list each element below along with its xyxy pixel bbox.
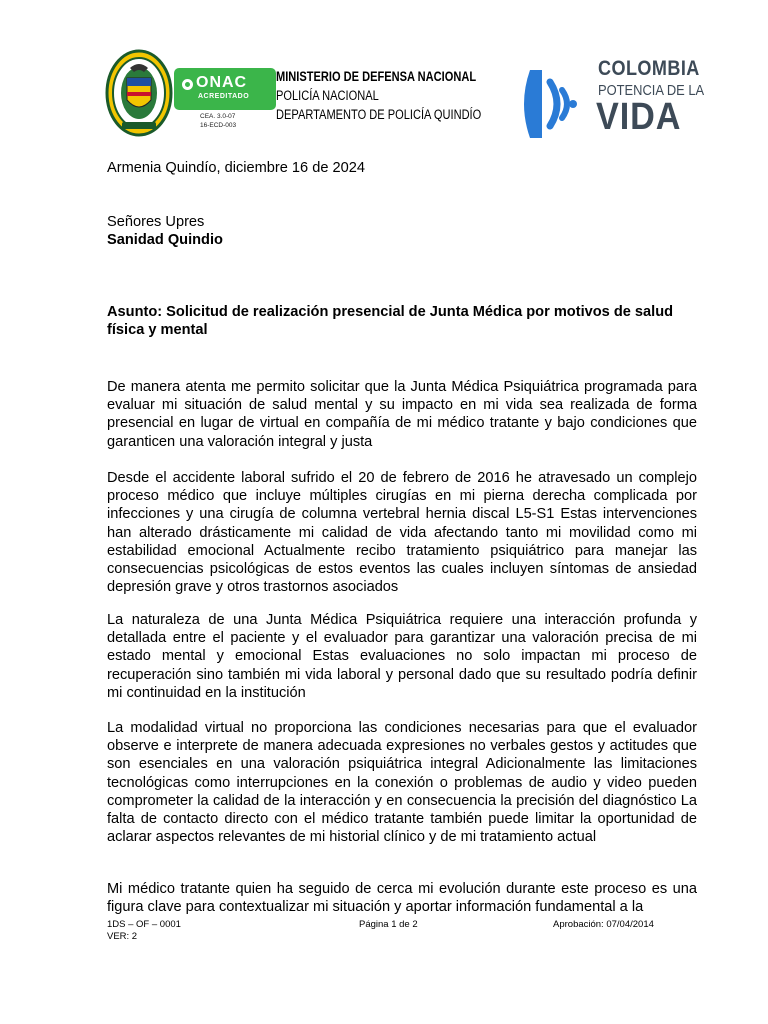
colombia-word: COLOMBIA — [598, 57, 700, 80]
ministry-line-3: DEPARTAMENTO DE POLICÍA QUINDÍO — [276, 107, 482, 122]
letterhead — [104, 48, 705, 140]
footer-page-number: Página 1 de 2 — [359, 919, 418, 930]
footer-approval: Aprobación: 07/04/2014 — [553, 919, 654, 930]
colombia-potencia-logo — [520, 56, 705, 140]
paragraph-3: La naturaleza de una Junta Médica Psiquiátrica requiere una interacción profunda y detallada entre el paciente y el evaluador para garantizar una valoración precisa de mi estado mental y emocional Estas evaluaciones no solo impactan mi proceso de recuperación sino también mi vida laboral y personal dado que su resultado podría definir mi continuidad en la institución — [107, 612, 697, 701]
police-crest-logo — [104, 48, 174, 138]
paragraph-2: Desde el accidente laboral sufrido el 20 de febrero de 2016 he atravesado un complejo proceso médico que incluye múltiples cirugías en mi pierna derecha complicada por infecciones y una cirugía de columna vertebral hernia discal L5-S1 Estas intervenciones han alterado drásticamente mi calidad de vida afectando tanto mi movilidad como mi estabilidad emocional Actualmente recibo tratamiento psiquiátrico para manejar las consecuencias psicológicas de estos eventos las cuales incluyen síntomas de ansiedad depresión grave y otros trastornos asociados — [107, 470, 697, 596]
paragraph-1: De manera atenta me permito solicitar que la Junta Médica Psiquiátrica programada para evaluar mi situación de salud mental y su impacto en mi vida sea realizada de forma presencial en lugar de virtual en compañía de mi médico tratante y bajo condiciones que garanticen una valoración integral y justa — [107, 379, 697, 450]
onac-codes — [200, 112, 236, 130]
colombia-vida: VIDA — [596, 96, 682, 138]
paragraph-5: Mi médico tratante quien ha seguido de cerca mi evolución durante este proceso es una figura clave para contextualizar mi situación y aportar información fundamental a la — [107, 881, 697, 916]
colombia-wave-icon — [520, 64, 586, 144]
ministry-block — [276, 67, 481, 124]
colombia-sub: POTENCIA DE LA — [598, 82, 705, 99]
ministry-line-2: POLICÍA NACIONAL — [276, 88, 379, 103]
recipient-line-1: Señores Upres — [107, 214, 205, 230]
onac-code-2: 16-ECD-003 — [200, 122, 237, 129]
letter-date: Armenia Quindío, diciembre 16 de 2024 — [107, 160, 365, 176]
onac-code-1: CEA. 3.0-07 — [200, 113, 236, 120]
onac-ring-icon — [182, 79, 193, 90]
onac-badge — [174, 68, 276, 110]
letter-subject: Asunto: Solicitud de realización presencial de Junta Médica por motivos de salud física y mental — [107, 304, 674, 339]
ministry-line-1: MINISTERIO DE DEFENSA NACIONAL — [276, 69, 477, 84]
onac-logo-text: ONAC — [196, 74, 248, 91]
footer-version: VER: 2 — [107, 931, 138, 942]
footer-left — [107, 919, 181, 943]
paragraph-4: La modalidad virtual no proporciona las condiciones necesarias para que el evaluador observe e interprete de manera adecuada expresiones no verbales gestos y actitudes que son esenciales en una valoración psiquiátrica integral Adicionalmente las limitaciones tecnológicas como interrupciones en la conexión o problemas de audio y video pueden comprometer la calidad de la interacción y en consecuencia la precisión del diagnóstico La falta de contacto directo con el médico tratante también puede limitar la oportunidad de aclarar aspectos relevantes de mi historial clínico y de mi tratamiento actual — [107, 720, 697, 846]
onac-sub-text: ACREDITADO — [198, 93, 250, 100]
footer-code: 1DS – OF – 0001 — [107, 919, 181, 930]
recipient-line-2: Sanidad Quindio — [107, 232, 223, 248]
